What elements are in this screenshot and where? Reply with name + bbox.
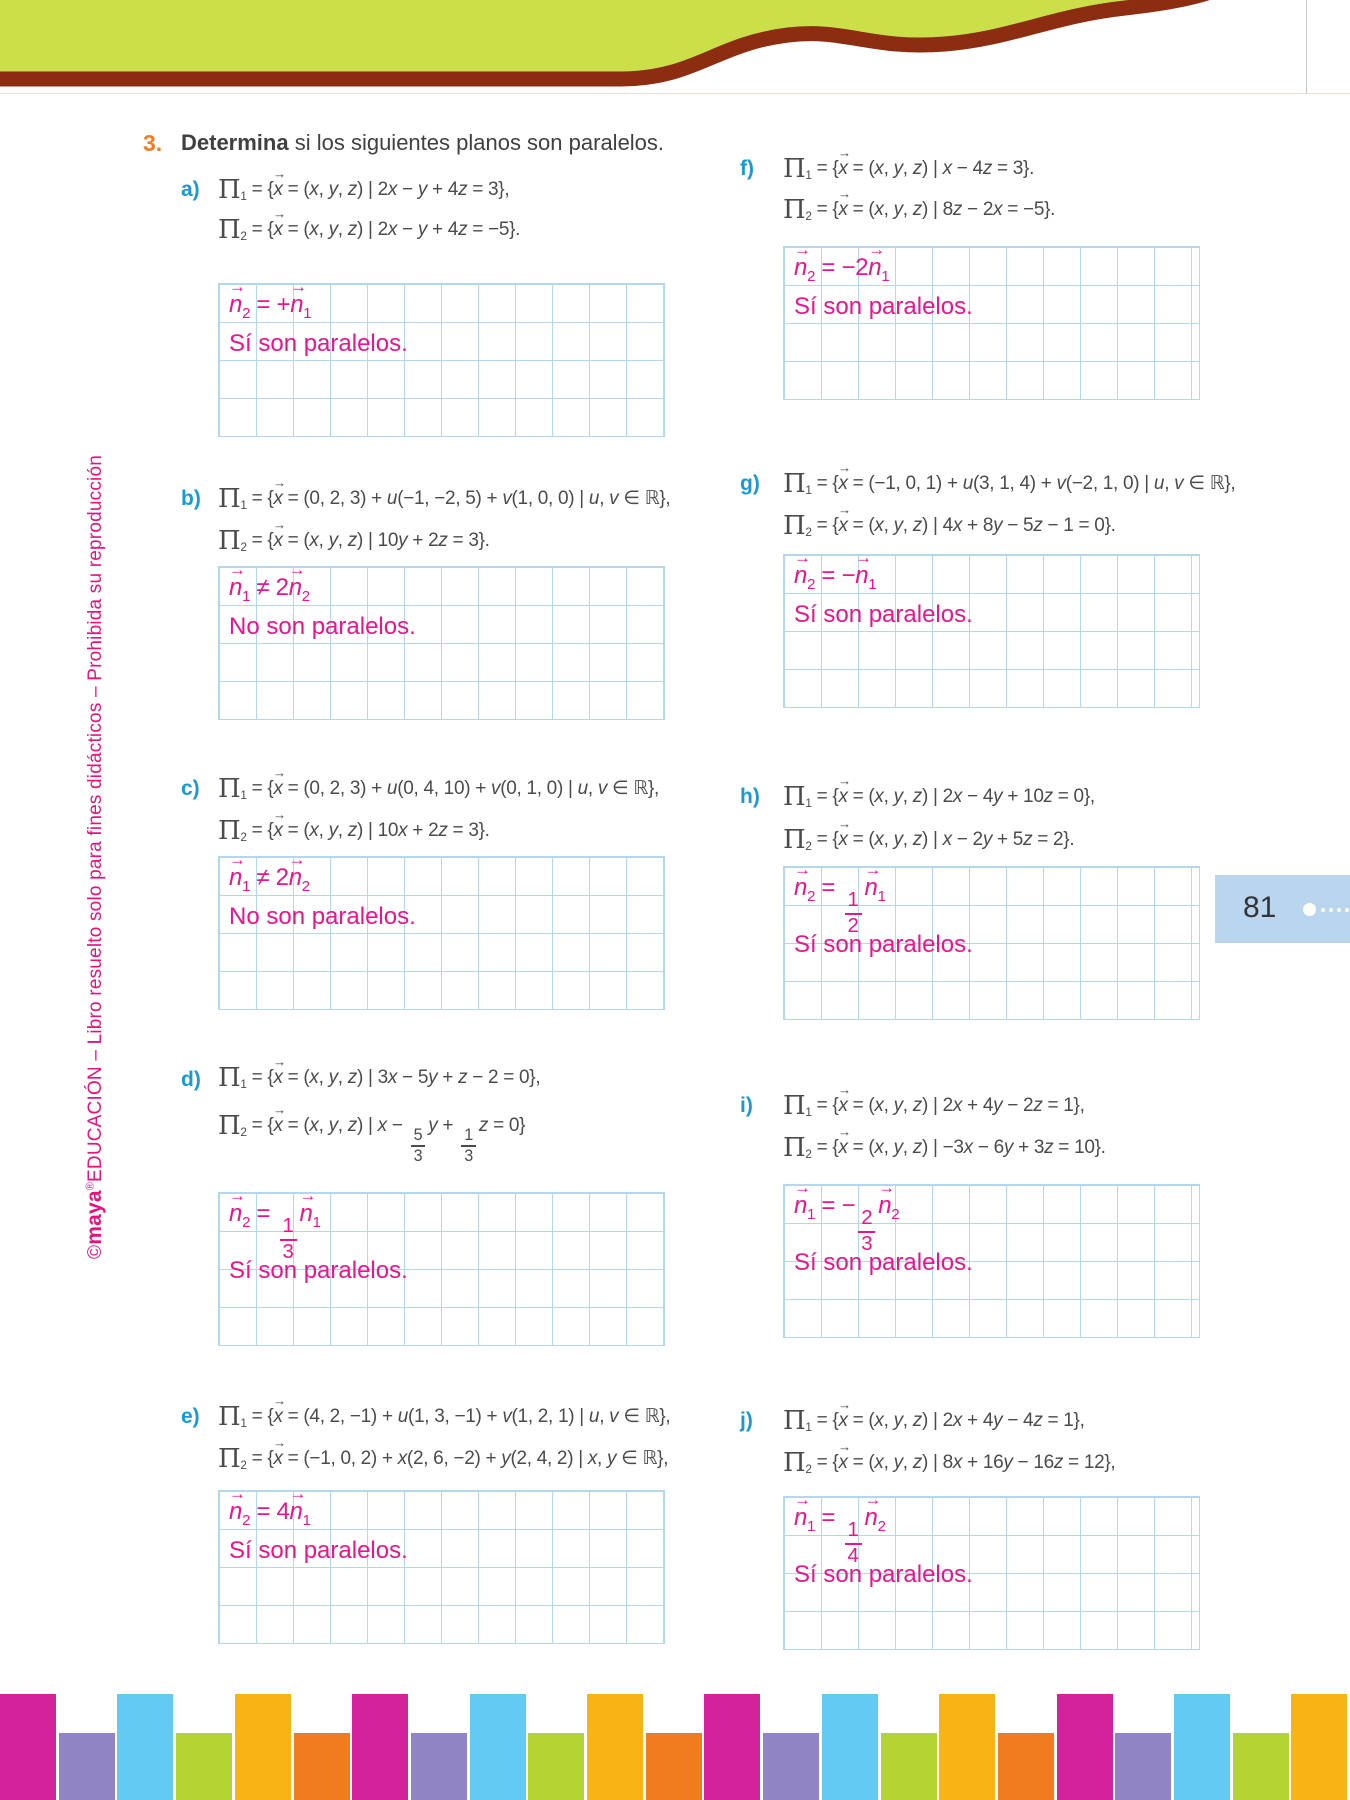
plane-equation-pi1-j: $\Pi_1$ = { → x = (x, y, z) | 2x + 4y − 4z = 1},: [783, 1397, 1085, 1436]
footer-bar: [822, 1694, 878, 1800]
item-label-j: j): [740, 1409, 753, 1432]
answer-verdict-d: Sí son paralelos.: [229, 1257, 408, 1284]
answer-grid-b: [218, 559, 665, 720]
copyright-symbol: ©: [85, 1244, 106, 1259]
brand-name: maya: [83, 1190, 106, 1245]
answer-grid-f: [783, 239, 1200, 400]
exercise-statement-bold: Determina: [181, 130, 289, 155]
footer-bar: [352, 1694, 408, 1800]
sidebar-copyright-text: [83, 455, 107, 1259]
footer-bar: [470, 1694, 526, 1800]
plane-equation-pi2-d: $\Pi_2$ = { → x = (x, y, z) | x − $\frac{5}{3}$ y + $\frac{1}{3}$ z = 0}: [218, 1102, 526, 1165]
answer-grid-h: [783, 859, 1200, 1020]
answer-formula-e: → $n_2 = 4$ → $n_1$: [228, 1483, 311, 1529]
footer-bar: [1057, 1694, 1113, 1800]
footer-bar: [1291, 1694, 1347, 1800]
footer-bar: [704, 1694, 760, 1800]
footer-bar: [587, 1694, 643, 1800]
item-label-h: h): [740, 785, 760, 808]
answer-grid-j: [783, 1489, 1200, 1650]
answer-verdict-b: No son paralelos.: [229, 613, 416, 640]
footer-bar: [59, 1733, 115, 1800]
badge-dotted-line: [1321, 908, 1350, 912]
answer-grid-e: [218, 1483, 665, 1644]
answer-formula-f: → $n_2 = -2$ → $n_1$: [793, 239, 890, 285]
footer-bar: [411, 1733, 467, 1800]
answer-grid-g: [783, 547, 1200, 708]
footer-bar: [998, 1733, 1054, 1800]
item-label-g: g): [740, 472, 760, 495]
plane-equation-pi1-d: $\Pi_1$ = { → x = (x, y, z) | 3x − 5y + z − 2 = 0},: [218, 1054, 541, 1093]
plane-equation-pi2-a: $\Pi_2$ = { → x = (x, y, z) | 2x − y + 4z = −5}.: [218, 206, 521, 245]
answer-grid-a: [218, 276, 665, 437]
answer-formula-a: → $n_2$ = + → $n_1$: [228, 276, 312, 322]
answer-verdict-i: Sí son paralelos.: [794, 1249, 973, 1276]
sidebar-notice-text: EDUCACIÓN – Libro resuelto solo para fines didácticos – Prohibida su reproducción: [85, 455, 106, 1182]
answer-verdict-f: Sí son paralelos.: [794, 293, 973, 320]
plane-equation-pi1-a: $\Pi_1$ = { → x = (x, y, z) | 2x − y + 4z = 3},: [218, 166, 510, 205]
plane-equation-pi1-c: $\Pi_1$ = { → x = (0, 2, 3) + u(0, 4, 10) + v(0, 1, 0) | u, v ∈ ℝ},: [218, 765, 660, 804]
plane-equation-pi1-b: $\Pi_1$ = { → x = (0, 2, 3) + u(−1, −2, 5) + v(1, 0, 0) | u, v ∈ ℝ},: [218, 475, 671, 514]
item-label-b: b): [181, 487, 201, 510]
footer-bar: [1233, 1733, 1289, 1800]
footer-bar: [1115, 1733, 1171, 1800]
badge-dot-icon: [1303, 903, 1316, 916]
footer-bar: [1174, 1694, 1230, 1800]
answer-verdict-c: No son paralelos.: [229, 903, 416, 930]
header-margin-line: [1306, 0, 1307, 94]
footer-bar: [176, 1733, 232, 1800]
answer-grid-c: [218, 849, 665, 1010]
item-label-i: i): [740, 1094, 753, 1117]
plane-equation-pi2-j: $\Pi_2$ = { → x = (x, y, z) | 8x + 16y − 16z = 12},: [783, 1439, 1116, 1478]
answer-formula-b: → $n_1 \ne 2$ → $n_2$: [228, 559, 310, 605]
plane-equation-pi1-g: $\Pi_1$ = { → x = (−1, 0, 1) + u(3, 1, 4) + v(−2, 1, 0) | u, v ∈ ℝ},: [783, 460, 1236, 499]
plane-equation-pi2-g: $\Pi_2$ = { → x = (x, y, z) | 4x + 8y − 5z − 1 = 0}.: [783, 502, 1116, 541]
item-label-e: e): [181, 1405, 200, 1428]
answer-verdict-g: Sí son paralelos.: [794, 601, 973, 628]
answer-formula-i: → $n_1$ = − $\frac{2}{3}$ → $n_2$: [793, 1177, 900, 1255]
footer-bar: [881, 1733, 937, 1800]
item-label-d: d): [181, 1068, 201, 1091]
plane-equation-pi1-f: $\Pi_1$ = { → x = (x, y, z) | x − 4z = 3}.: [783, 145, 1035, 184]
footer-bar: [646, 1733, 702, 1800]
page-number: 81: [1243, 891, 1277, 924]
footer-bar: [939, 1694, 995, 1800]
plane-equation-pi2-h: $\Pi_2$ = { → x = (x, y, z) | x − 2y + 5z = 2}.: [783, 816, 1075, 855]
item-label-a: a): [181, 178, 200, 201]
footer-bar: [117, 1694, 173, 1800]
header-hairline: [0, 93, 1350, 94]
answer-verdict-h: Sí son paralelos.: [794, 931, 973, 958]
plane-equation-pi2-f: $\Pi_2$ = { → x = (x, y, z) | 8z − 2x = −5}.: [783, 186, 1056, 225]
exercise-statement: [181, 130, 664, 156]
exercise-statement-rest: si los siguientes planos son paralelos.: [288, 130, 665, 155]
answer-grid-d: [218, 1185, 665, 1346]
plane-equation-pi1-h: $\Pi_1$ = { → x = (x, y, z) | 2x − 4y + 10z = 0},: [783, 773, 1095, 812]
answer-formula-c: → $n_1 \ne 2$ → $n_2$: [228, 849, 310, 895]
plane-equation-pi2-e: $\Pi_2$ = { → x = (−1, 0, 2) + x(2, 6, −2) + y(2, 4, 2) | x, y ∈ ℝ},: [218, 1435, 669, 1474]
item-label-f: f): [740, 157, 754, 180]
answer-formula-h: → $n_2$ = $\frac{1}{2}$ → $n_1$: [793, 859, 886, 937]
footer-bar: [294, 1733, 350, 1800]
footer-bar: [0, 1694, 56, 1800]
header-wave-decoration: [0, 0, 1350, 96]
answer-grid-i: [783, 1177, 1200, 1338]
answer-formula-g: → $n_2$ = − → $n_1$: [793, 547, 877, 593]
footer-bar: [235, 1694, 291, 1800]
answer-formula-j: → $n_1$ = $\frac{1}{4}$ → $n_2$: [793, 1489, 886, 1567]
plane-equation-pi1-i: $\Pi_1$ = { → x = (x, y, z) | 2x + 4y − 2z = 1},: [783, 1082, 1085, 1121]
plane-equation-pi2-c: $\Pi_2$ = { → x = (x, y, z) | 10x + 2z = 3}.: [218, 807, 490, 846]
item-label-c: c): [181, 777, 200, 800]
plane-equation-pi2-i: $\Pi_2$ = { → x = (x, y, z) | −3x − 6y + 3z = 10}.: [783, 1124, 1106, 1163]
plane-equation-pi1-e: $\Pi_1$ = { → x = (4, 2, −1) + u(1, 3, −1) + v(1, 2, 1) | u, v ∈ ℝ},: [218, 1393, 671, 1432]
answer-formula-d: → $n_2$ = $\frac{1}{3}$ → $n_1$: [228, 1185, 321, 1263]
footer-bar: [763, 1733, 819, 1800]
footer-bar: [528, 1733, 584, 1800]
exercise-number: 3.: [143, 130, 163, 156]
registered-symbol: ®: [84, 1181, 97, 1191]
page-number-badge: [1215, 875, 1350, 943]
answer-verdict-e: Sí son paralelos.: [229, 1537, 408, 1564]
plane-equation-pi2-b: $\Pi_2$ = { → x = (x, y, z) | 10y + 2z = 3}.: [218, 517, 490, 556]
answer-verdict-a: Sí son paralelos.: [229, 330, 408, 357]
answer-verdict-j: Sí son paralelos.: [794, 1561, 973, 1588]
